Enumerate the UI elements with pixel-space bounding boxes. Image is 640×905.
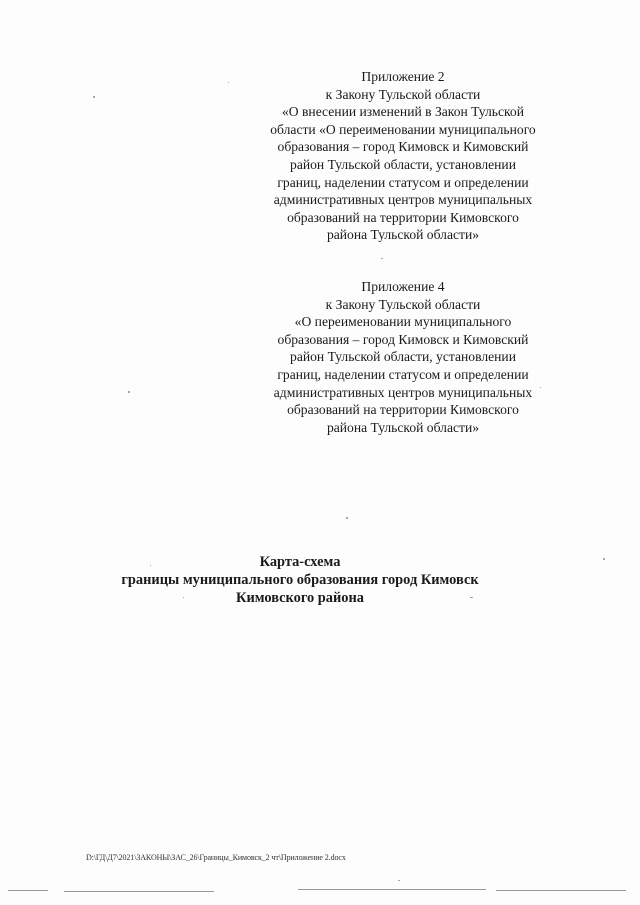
scan-artifact-line: [64, 891, 214, 892]
annex-2-line: Приложение 2: [361, 69, 445, 84]
footer-file-path: D:\ГД\Д7\2021\ЗАКОНЫ\ЗАС_26\Границы_Кимовск_2 чт\Приложение 2.docx: [86, 853, 346, 862]
annex-4-line: образований на территории Кимовского: [287, 402, 519, 418]
scan-speck: [150, 565, 151, 566]
scan-speck: [346, 517, 348, 519]
scan-artifact-line: [8, 890, 48, 891]
annex-4-line: район Тульской области, установлении: [290, 349, 516, 365]
annex-4-line: района Тульской области»: [326, 419, 480, 435]
scan-artifact-line: [298, 889, 486, 890]
annex-4-line: образования – город Кимовск и Кимовский: [277, 331, 529, 347]
annex-2-line: к Закону Тульской области: [325, 86, 481, 102]
annex-4-line: границ, наделении статусом и определении: [277, 366, 529, 382]
scan-speck: [398, 880, 400, 881]
scan-speck: [183, 597, 184, 598]
annex-2-line: образования – город Кимовск и Кимовский: [277, 139, 529, 155]
annex-4-header: [248, 278, 558, 436]
annex-2-line: области «О переименовании муниципального: [270, 121, 536, 137]
scan-artifact-line: [496, 890, 626, 891]
scan-speck: [228, 82, 229, 83]
annex-4-line: «О переименовании муниципального: [294, 314, 512, 330]
annex-4-line: административных центров муниципальных: [273, 384, 533, 400]
annex-2-line: района Тульской области»: [326, 227, 480, 243]
annex-4-line: Приложение 4: [361, 279, 445, 294]
annex-4-line: к Закону Тульской области: [325, 296, 481, 312]
annex-2-line: район Тульской области, установлении: [290, 156, 516, 172]
scan-speck: [470, 597, 473, 598]
annex-2-line: границ, наделении статусом и определении: [277, 174, 529, 190]
annex-2-header: [248, 68, 558, 244]
scan-speck: [603, 558, 605, 560]
scan-speck: [381, 258, 383, 259]
title-line: Карта-схема: [259, 554, 341, 570]
title-line: Кимовского района: [236, 590, 364, 606]
annex-2-line: «О внесении изменений в Закон Тульской: [281, 104, 525, 120]
annex-2-line: образований на территории Кимовского: [287, 209, 519, 225]
scan-speck: [93, 96, 95, 98]
annex-2-line: административных центров муниципальных: [273, 192, 533, 208]
title-line: границы муниципального образования город Кимовск: [121, 572, 479, 588]
map-scheme-title: [80, 553, 520, 607]
scan-speck: [540, 387, 541, 388]
scan-speck: [128, 391, 130, 393]
